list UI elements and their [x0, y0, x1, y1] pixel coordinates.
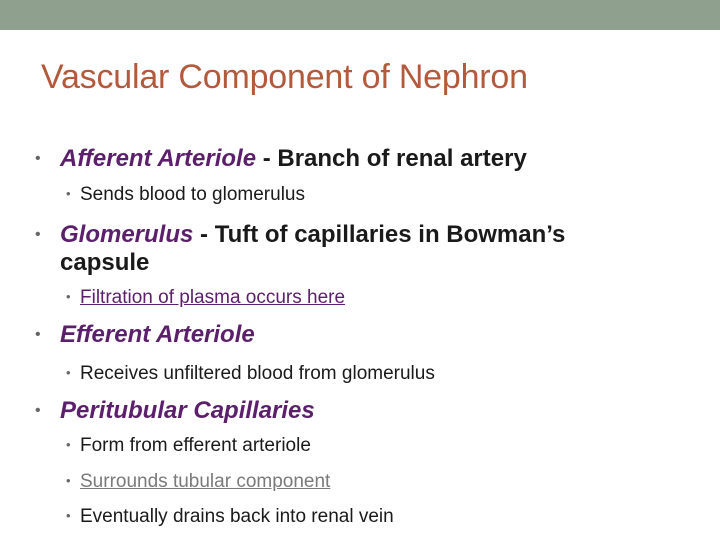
- sub-bullet-text: Receives unfiltered blood from glomerulus: [80, 363, 435, 384]
- bullet-efferent-arteriole: [35, 321, 255, 349]
- term-afferent-arteriole: Afferent Arteriole: [60, 145, 257, 172]
- sub-bullet-text: Sends blood to glomerulus: [80, 184, 305, 205]
- surrounds-link[interactable]: Surrounds tubular component: [80, 471, 331, 492]
- separator: -: [256, 145, 278, 172]
- term-glomerulus: Glomerulus: [60, 221, 194, 248]
- bullet-icon: •: [66, 508, 71, 523]
- separator: -: [193, 221, 215, 248]
- sub-bullet-afferent-1: [66, 184, 305, 206]
- bullet-afferent-arteriole: [35, 145, 527, 173]
- bullet-icon: •: [66, 186, 71, 201]
- sub-bullet-efferent-1: [66, 363, 435, 385]
- desc-afferent-arteriole: Branch of renal artery: [277, 145, 527, 172]
- sub-bullet-peritubular-1: [66, 435, 311, 457]
- bullet-icon: •: [35, 150, 41, 167]
- bullet-glomerulus: [35, 221, 565, 249]
- bullet-icon: •: [66, 473, 71, 488]
- bullet-icon: •: [66, 437, 71, 452]
- sub-bullet-peritubular-2: [66, 471, 330, 493]
- desc-glomerulus-wrap: capsule: [60, 249, 150, 276]
- header-bar: [0, 0, 720, 30]
- sub-bullet-text: Eventually drains back into renal vein: [80, 506, 394, 527]
- desc-glomerulus: Tuft of capillaries in Bowman’s: [214, 221, 566, 248]
- sub-bullet-peritubular-3: [66, 506, 394, 528]
- bullet-icon: •: [35, 326, 41, 343]
- sub-bullet-glomerulus-1: [66, 287, 345, 309]
- slide-title: Vascular Component of Nephron: [41, 58, 528, 96]
- filtration-link[interactable]: Filtration of plasma occurs here: [80, 287, 346, 308]
- term-peritubular-capillaries: Peritubular Capillaries: [60, 397, 315, 424]
- sub-bullet-text: Form from efferent arteriole: [80, 435, 311, 456]
- bullet-icon: •: [35, 402, 41, 419]
- bullet-icon: •: [35, 226, 41, 243]
- bullet-peritubular-capillaries: [35, 397, 315, 425]
- bullet-icon: •: [66, 289, 71, 304]
- term-efferent-arteriole: Efferent Arteriole: [60, 321, 255, 348]
- bullet-icon: •: [66, 365, 71, 380]
